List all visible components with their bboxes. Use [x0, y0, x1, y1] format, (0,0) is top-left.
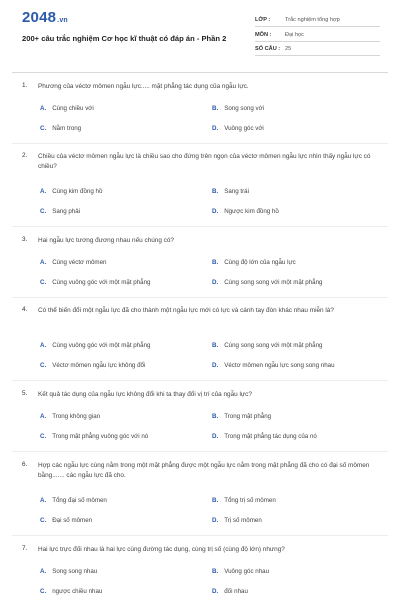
option-text: ngược chiều nhau: [52, 588, 103, 595]
option-letter: B.: [212, 259, 219, 266]
document-title: 200+ câu trắc nghiệm Cơ học kĩ thuật có đáp án - Phần 2: [22, 34, 227, 43]
meta-count: [255, 43, 380, 56]
option-letter: D.: [212, 208, 219, 215]
option-text: Đại số mômen: [52, 517, 93, 524]
option-text: Sang trái: [224, 188, 249, 195]
question-text: Phương của véctơ mômen ngẫu lực..... mặt phẳng tác dụng của ngẫu lực.: [38, 83, 249, 90]
option-text: Cùng vuông góc với một mặt phẳng: [52, 342, 151, 349]
question-number: 4.: [22, 306, 28, 313]
question-3: [22, 236, 382, 286]
question-text: Kết quả tác dụng của ngẫu lực không đổi khi ta thay đổi vị trí của ngẫu lực?: [38, 391, 252, 398]
option-text: Song song với: [224, 105, 265, 112]
option-b[interactable]: [212, 105, 264, 112]
question-number: 5.: [22, 390, 28, 397]
option-letter: D.: [212, 588, 219, 595]
question-head: [22, 461, 382, 481]
option-a[interactable]: [40, 342, 151, 349]
meta-class-value: Trắc nghiệm tổng hợp: [285, 17, 340, 23]
question-divider: [12, 451, 388, 452]
option-letter: B.: [212, 413, 219, 420]
question-text: Hợp các ngẫu lực cùng nằm trong một mặt phẳng được một ngẫu lực nằm trong mặt phẳng đã cho có đại số mômen bằng....... các ngẫu lực đã cho.: [38, 462, 370, 479]
option-letter: D.: [212, 433, 219, 440]
option-a[interactable]: [40, 413, 100, 420]
option-letter: C.: [40, 125, 47, 132]
option-c[interactable]: [40, 433, 148, 440]
option-text: Cùng véctơ mômen: [52, 259, 107, 266]
option-text: Tổng trị số mômen: [224, 497, 276, 504]
option-b[interactable]: [212, 342, 323, 349]
option-text: Trong không gian: [52, 413, 101, 420]
option-b[interactable]: [212, 568, 269, 575]
question-head: [22, 236, 382, 246]
option-a[interactable]: [40, 188, 102, 195]
option-letter: A.: [40, 105, 47, 112]
option-c[interactable]: [40, 588, 102, 595]
option-text: Cùng song song với một mặt phẳng: [224, 342, 323, 349]
meta-subject-value: Đại học: [285, 32, 304, 38]
option-d[interactable]: [212, 588, 248, 595]
option-c[interactable]: [40, 279, 151, 286]
option-text: Trong mặt phẳng tác dụng của nó: [224, 433, 317, 440]
option-text: Cùng độ lớn của ngẫu lực: [224, 259, 296, 266]
option-letter: A.: [40, 497, 47, 504]
question-divider: [12, 143, 388, 144]
option-d[interactable]: [212, 279, 323, 286]
option-text: Cùng chiều với: [52, 105, 94, 112]
option-c[interactable]: [40, 517, 92, 524]
question-head: [22, 152, 382, 172]
option-letter: A.: [40, 259, 47, 266]
question-number: 2.: [22, 152, 28, 159]
question-text: Hai ngẫu lực tương đương nhau nếu chúng có?: [38, 237, 174, 244]
question-head: [22, 390, 382, 400]
logo-suffix: .vn: [57, 17, 68, 24]
question-2: [22, 152, 382, 215]
question-7: [22, 545, 382, 595]
question-text: Có thể biến đổi một ngẫu lực đã cho thành một ngẫu lực mới có lực và cánh tay đòn khác nhau miễn là?: [38, 307, 334, 314]
meta-class: [255, 14, 380, 27]
question-divider: [12, 535, 388, 536]
question-text: Hai lực trực đối nhau là hai lực cùng đường tác dụng, cùng trị số (cùng độ lớn) nhưng?: [38, 546, 285, 553]
meta-class-label: LỚP :: [255, 17, 271, 23]
option-letter: C.: [40, 279, 47, 286]
option-text: Véctơ mômen ngẫu lực không đổi: [52, 362, 146, 369]
option-text: Trong mặt phẳng: [224, 413, 272, 420]
option-c[interactable]: [40, 125, 81, 132]
question-number: 6.: [22, 461, 28, 468]
option-letter: C.: [40, 433, 47, 440]
option-text: Song song nhau: [52, 568, 98, 575]
question-6: [22, 461, 382, 524]
option-letter: C.: [40, 588, 47, 595]
question-divider: [12, 226, 388, 227]
header-divider: [12, 72, 388, 73]
question-text: Chiều của véctơ mômen ngẫu lực là chiều sao cho đứng trên ngọn của véctơ mômen ngẫu lực nhìn thấy ngẫu lực có chiều?: [38, 153, 371, 170]
option-d[interactable]: [212, 433, 317, 440]
option-letter: B.: [212, 568, 219, 575]
question-head: [22, 82, 382, 92]
option-c[interactable]: [40, 362, 145, 369]
option-letter: A.: [40, 568, 47, 575]
option-a[interactable]: [40, 259, 106, 266]
option-text: Nằm trong: [52, 125, 82, 132]
option-text: Vuông góc nhau: [224, 568, 270, 575]
option-text: Cùng song song với một mặt phẳng: [224, 279, 323, 286]
option-letter: B.: [212, 188, 219, 195]
option-c[interactable]: [40, 208, 80, 215]
document-header: [0, 0, 400, 66]
meta-subject: [255, 29, 380, 42]
question-4: [22, 306, 382, 369]
option-text: đối nhau: [224, 588, 248, 595]
option-letter: A.: [40, 188, 47, 195]
option-text: Sang phải: [52, 208, 81, 215]
option-d[interactable]: [212, 208, 279, 215]
option-d[interactable]: [212, 517, 262, 524]
site-logo[interactable]: [22, 9, 68, 26]
option-text: Cùng kim đồng hồ: [52, 188, 103, 195]
option-letter: B.: [212, 497, 219, 504]
option-a[interactable]: [40, 568, 97, 575]
option-text: Tổng đại số mômen: [52, 497, 107, 504]
option-a[interactable]: [40, 105, 94, 112]
option-b[interactable]: [212, 413, 271, 420]
option-letter: C.: [40, 208, 47, 215]
question-divider: [12, 297, 388, 298]
option-text: Trong mặt phẳng vuông góc với nó: [52, 433, 149, 440]
question-number: 1.: [22, 82, 28, 89]
option-text: Trị số mômen: [224, 517, 262, 524]
option-text: Vuông góc với: [224, 125, 264, 132]
option-d[interactable]: [212, 125, 264, 132]
option-letter: D.: [212, 279, 219, 286]
question-number: 3.: [22, 236, 28, 243]
question-head: [22, 545, 382, 555]
meta-count-value: 25: [285, 46, 292, 52]
option-text: Véctơ mômen ngẫu lực song song nhau: [224, 362, 335, 369]
question-number: 7.: [22, 545, 28, 552]
option-a[interactable]: [40, 497, 107, 504]
option-letter: B.: [212, 105, 219, 112]
question-divider: [12, 380, 388, 381]
option-d[interactable]: [212, 362, 335, 369]
option-b[interactable]: [212, 259, 296, 266]
option-text: Cùng vuông góc với một mặt phẳng: [52, 279, 151, 286]
option-letter: B.: [212, 342, 219, 349]
option-letter: C.: [40, 517, 47, 524]
meta-subject-label: MÔN :: [255, 32, 272, 38]
logo-text: 2048: [22, 9, 57, 26]
option-letter: A.: [40, 342, 47, 349]
option-text: Ngược kim đồng hồ: [224, 208, 279, 215]
question-1: [22, 82, 382, 132]
option-letter: D.: [212, 362, 219, 369]
option-b[interactable]: [212, 497, 276, 504]
option-letter: D.: [212, 125, 219, 132]
question-head: [22, 306, 382, 316]
option-letter: A.: [40, 413, 47, 420]
question-5: [22, 390, 382, 440]
option-letter: C.: [40, 362, 47, 369]
option-b[interactable]: [212, 188, 249, 195]
option-letter: D.: [212, 517, 219, 524]
meta-count-label: SỐ CÂU :: [255, 46, 281, 52]
